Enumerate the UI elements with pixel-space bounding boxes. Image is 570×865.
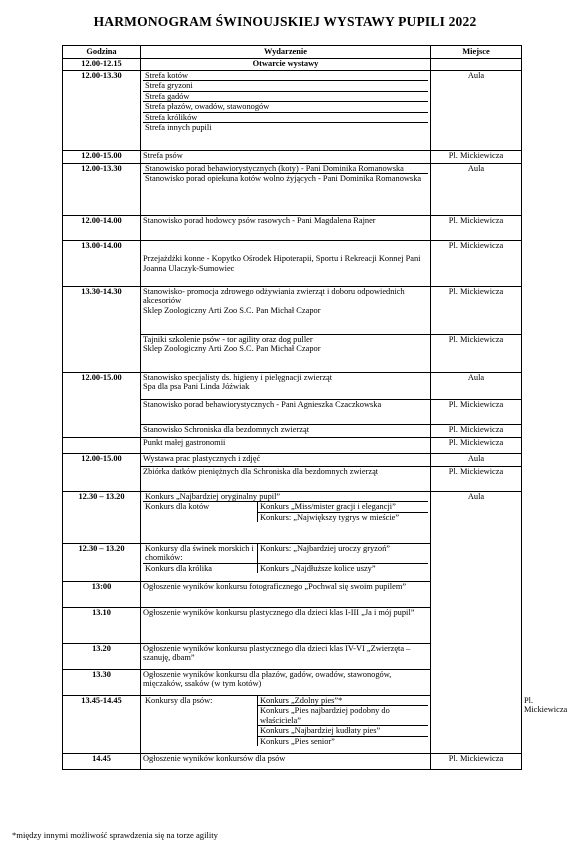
event-cell	[141, 71, 431, 151]
time-cell: 13:00	[63, 582, 141, 608]
place-cell: Pl. Mickiewicza	[431, 754, 522, 770]
event-line: Sklep Zoologiczny Arti Zoo S.C. Pan Michał Czapor	[143, 305, 321, 315]
event-cell: Wystawa prac plastycznych i zdjęć	[141, 454, 431, 467]
time-cell: 12.00-15.00	[63, 151, 141, 164]
footnote: *między innymi możliwość sprawdzenia się na torze agility	[12, 830, 218, 840]
place-cell: Pl. Mickiewicza	[431, 216, 522, 241]
contest-item: Konkurs „Zdolny pies”*	[258, 696, 428, 706]
contest-item: Konkurs „Miss/mister gracji i elegancji”	[258, 502, 428, 512]
event-cell	[141, 492, 431, 544]
header-place: Miejsce	[431, 46, 522, 59]
time-cell: 12.00-15.00	[63, 373, 141, 438]
event-cell: Ogłoszenie wyników konkursu dla płazów, gadów, owadów, stawonogów, mięczaków, ssaków (w tym kotów)	[141, 670, 431, 696]
event-cell: Ogłoszenie wyników konkursu plastycznego dla dzieci klas IV-VI „Zwierzęta – szanuję, dbam”	[141, 644, 431, 670]
place-cell: Pl. Mickiewicza	[431, 425, 522, 438]
time-cell: 12.00-13.30	[63, 71, 141, 151]
event-line: Stanowisko porad behawiorystycznych (koty) - Pani Dominika Romanowska	[143, 164, 428, 174]
contest-item: Konkurs „Najbardziej kudłaty pies”	[258, 726, 428, 736]
event-cell	[141, 373, 431, 400]
header-time: Godzina	[63, 46, 141, 59]
place-cell: Pl. Mickiewicza	[431, 335, 522, 373]
time-cell: 12.30 – 13.20	[63, 492, 141, 544]
place-cell: Pl. Mickiewicza	[431, 151, 522, 164]
contest-item: Konkurs: „Najbardziej uroczy gryzoń”	[260, 544, 390, 553]
zone-item: Strefa płazów, owadów, stawonogów	[143, 102, 428, 112]
place-cell: Aula	[431, 373, 522, 400]
time-cell	[63, 438, 141, 454]
place-cell: Pl. Mickiewicza	[431, 287, 522, 335]
zone-item: Strefa kotów	[143, 71, 428, 81]
event-line: Tajniki szkolenie psów - tor agility oraz dog puller	[143, 335, 313, 344]
contest-group: Konkurs dla kotów	[143, 502, 258, 522]
event-line: Spa dla psa Pani Linda Jóźwiak	[143, 382, 250, 392]
event-cell: Stanowisko porad hodowcy psów rasowych - Pani Magdalena Rajner	[141, 216, 431, 241]
event-cell: Otwarcie wystawy	[141, 59, 431, 71]
event-cell	[141, 164, 431, 216]
place-cell	[431, 59, 522, 71]
time-cell: 14.45	[63, 754, 141, 770]
event-line: Stanowisko- promocja zdrowego odżywiania zwierząt i doboru odpowiednich akcesoriów	[143, 287, 405, 306]
time-cell: 12.30 – 13.20	[63, 544, 141, 582]
place-cell: Aula	[431, 492, 522, 754]
time-cell: 13.00-14.00	[63, 241, 141, 287]
time-cell: 12.00-15.00	[63, 454, 141, 492]
time-cell: 12.00-12.15	[63, 59, 141, 71]
zone-item: Strefa gryzoni	[143, 81, 428, 91]
time-cell: 13.30	[63, 670, 141, 696]
place-cell: Aula	[431, 454, 522, 467]
event-cell: Zbiórka datków pieniężnych dla Schroniska dla bezdomnych zwierząt	[141, 467, 431, 492]
schedule-table: Godzina Wydarzenie Miejsce 12.00-12.15 Otwarcie wystawy 12.00-13.30 Strefa kotów Strefa gryzoni Strefa gadów Strefa płazów, owadów, stawonogów Strefa królików Strefa innych pupili Aula 12.00-15.00 Strefa psów Pl. Mickiewicza 12.00-13.30 Stanowisko porad behawiorystycznych (koty) - Pani Dominika Romanowska Stanowisko porad opiekuna kotów wolno żyjących - Pani Dominika Romanowska Aula 12.00-14.00 Stanowisko porad hodowcy psów rasowych - Pani Magdalena Rajner Pl. Mickiewicza 13.00-14.00 Przejażdżki konne - Kopytko Ośrodek Hipoterapii, Sportu i Rekreacji Konnej Pani Joanna Ulaczyk-Sumowiec Pl. Mickiewicza 13.30-14.30 Stanowisko- promocja zdrowego odżywiania zwierząt i doboru odpowiednich akcesoriów Sklep Zoologiczny Arti Zoo S.C. Pan Michał Czapor Pl. Mickiewicza Tajniki szkolenie psów - tor agility oraz dog puller Sklep Zoologiczny Arti Zoo S.C. Pan Michał Czapor Pl. Mickiewicza 12.00-15.00 Stanowisko specjalisty ds. higieny i pielęgnacji zwierząt Spa dla psa Pani Linda Jóźwiak Aula Stanowisko porad behawiorystycznych - Pani Agnieszka Czaczkowska Pl. Mickiewicza Stanowisko Schroniska dla bezdomnych zwierząt Pl. Mickiewicza Punkt małej gastronomii Pl. Mickiewicza 12.00-15.00 Wystawa prac plastycznych i zdjęć Aula Zbiórka datków pieniężnych dla Schroniska dla bezdomnych zwierząt Pl. Mickiewicza 12.30 – 13.20 Konkurs „Najbardziej oryginalny pupil” Konkurs dla kotów Konkurs „Miss/mister gracji i elegancji” Konkurs: „Największy tygrys w mieście” Aula 12.30 – 13.20 Konkursy dla świnek morskich i chomików: Konkurs: „Najbardziej uroczy gryzoń” Konkurs dla królika Konkurs „Najdłuższe kolice uszy” 13:00 Ogłoszenie wyników konkursu fotograficznego „Pochwal się swoim pupilem” 13.10 Ogłoszenie wyników konkursu plastycznego dla dzieci klas I-III „Ja i mój pupil” 13.20 Ogłoszenie wyników konkursu plastycznego dla dzieci klas IV-VI „Zwierzęta – szanuję, dbam” 13.30 Ogłoszenie wyników konkursu dla płazów, gadów, owadów, stawonogów, mięczaków, ssaków (w tym kotów) 13.45-14.45 Konkursy dla psów: Konkurs „Zdolny pies”* Konkurs „Pies najbardziej podobny do właściciela” Konkurs „Najbardziej kudłaty pies” Konkurs „Pies senior” Pl. Mickiewicza 14.45 Ogłoszenie wyników konkursów dla psów Pl. Mickiewicza	[62, 45, 522, 770]
contest-item: Konkurs: „Największy tygrys w mieście”	[260, 512, 400, 522]
page-title: HARMONOGRAM ŚWINOUJSKIEJ WYSTAWY PUPILI 2022	[93, 14, 477, 29]
event-cell	[141, 696, 431, 754]
event-cell: Ogłoszenie wyników konkursów dla psów	[141, 754, 431, 770]
event-cell: Punkt małej gastronomii	[141, 438, 431, 454]
time-cell: 13.20	[63, 644, 141, 670]
contest-item: Konkurs „Pies senior”	[260, 736, 335, 746]
zone-item: Strefa królików	[143, 113, 428, 123]
place-cell: Pl. Mickiewicza	[431, 438, 522, 454]
time-cell: 12.00-14.00	[63, 216, 141, 241]
place-cell: Pl. Mickiewicza	[431, 400, 522, 425]
time-cell: 13.30-14.30	[63, 287, 141, 373]
time-cell: 13.10	[63, 608, 141, 644]
contest-group: Konkursy dla świnek morskich i chomików:	[143, 544, 258, 563]
place-cell: Pl. Mickiewicza	[431, 241, 522, 287]
zone-item: Strefa innych pupili	[145, 123, 212, 133]
event-cell	[141, 287, 431, 335]
contest-title: Konkurs „Najbardziej oryginalny pupil”	[145, 492, 281, 501]
time-cell: 13.45-14.45	[63, 696, 141, 754]
event-cell: Stanowisko Schroniska dla bezdomnych zwierząt	[141, 425, 431, 438]
zone-item: Strefa gadów	[143, 92, 428, 102]
time-cell: 12.00-13.30	[63, 164, 141, 216]
event-cell	[141, 335, 431, 373]
place-cell: Pl. Mickiewicza	[431, 467, 522, 492]
contest-group: Konkursy dla psów:	[143, 696, 258, 746]
event-cell: Ogłoszenie wyników konkursu plastycznego dla dzieci klas I-III „Ja i mój pupil”	[141, 608, 431, 644]
event-cell: Stanowisko porad behawiorystycznych - Pani Agnieszka Czaczkowska	[141, 400, 431, 425]
contest-item: Konkurs „Pies najbardziej podobny do właściciela”	[258, 706, 428, 726]
event-line: Stanowisko specjalisty ds. higieny i pielęgnacji zwierząt	[143, 373, 333, 382]
event-line: Stanowisko porad opiekuna kotów wolno żyjących - Pani Dominika Romanowska	[145, 174, 422, 184]
event-cell: Strefa psów	[141, 151, 431, 164]
event-line: Sklep Zoologiczny Arti Zoo S.C. Pan Michał Czapor	[143, 344, 321, 354]
contest-item: Konkurs „Najdłuższe kolice uszy”	[260, 563, 376, 573]
place-cell: Aula	[431, 164, 522, 216]
place-cell: Aula	[431, 71, 522, 151]
event-cell: Przejażdżki konne - Kopytko Ośrodek Hipoterapii, Sportu i Rekreacji Konnej Pani Joanna Ulaczyk-Sumowiec	[141, 241, 431, 287]
event-cell	[141, 544, 431, 582]
header-event: Wydarzenie	[141, 46, 431, 59]
contest-group: Konkurs dla królika	[143, 564, 258, 573]
event-cell: Ogłoszenie wyników konkursu fotograficznego „Pochwal się swoim pupilem”	[141, 582, 431, 608]
